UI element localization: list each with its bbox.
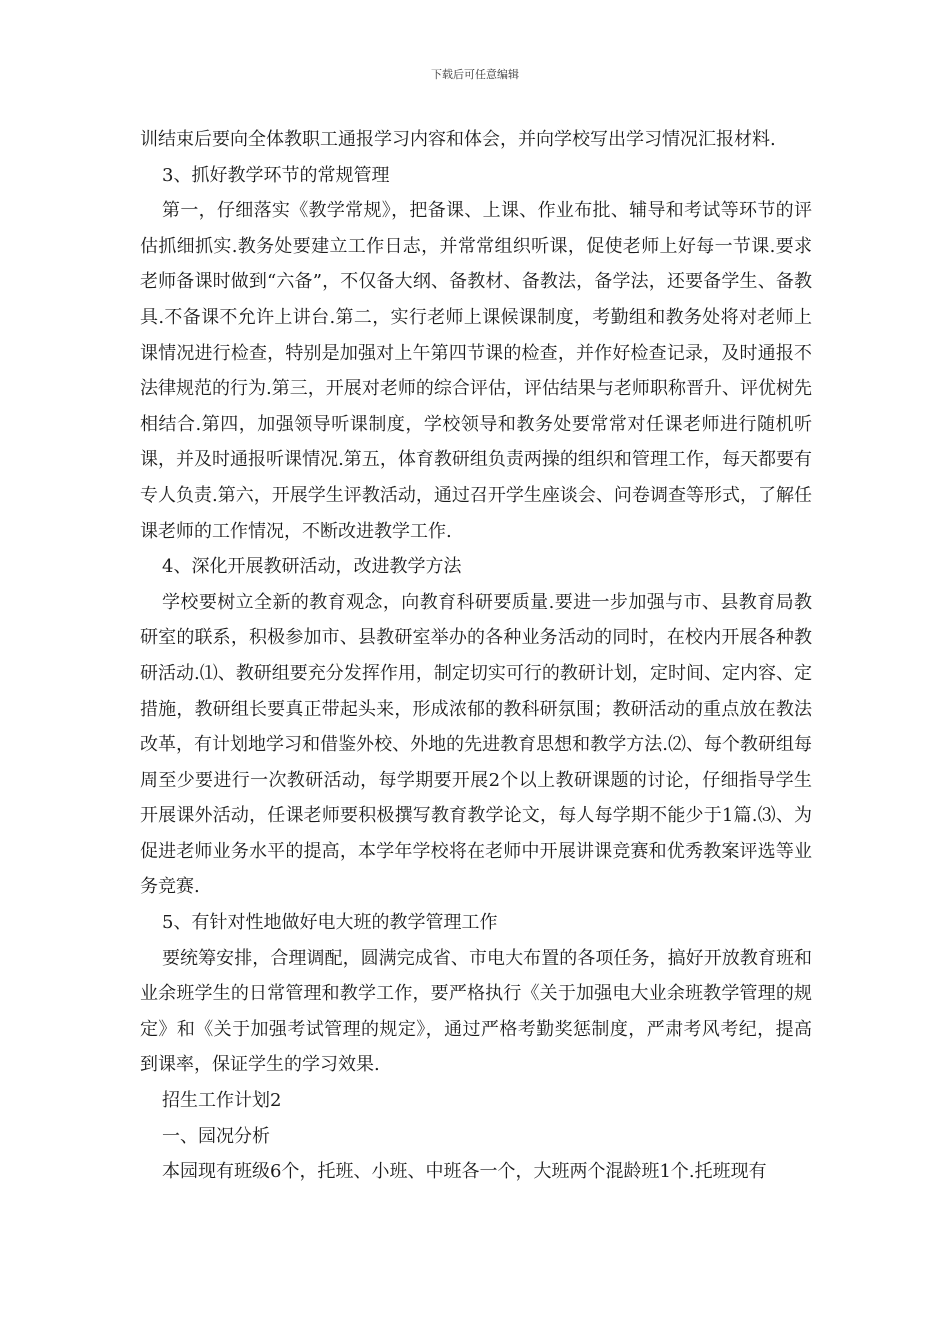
section-heading-5: 5、有针对性地做好电大班的教学管理工作: [162, 912, 498, 934]
paragraph-research-activities: 学校要树立全新的教育观念，向教育科研要质量.要进一步加强与市、县教育局教研室的联系，积极参加市、县教研室举办的各种业务活动的同时，在校内开展各种教研活动.⑴、教研组要充分发挥作用，制定切实可行的教研计划，定时间、定内容、定措施，教研组长要真正带起头来，形成浓郁的教科研氛围；教研活动的重点放在教法改革，有计划地学习和借鉴外校、外地的先进教育思想和教学方法.⑵、每个教研组每周至少要进行一次教研活动，每学期要开展2个以上教研课题的讨论，仔细指导学生开展课外活动，任课老师要积极撰写教育教学论文，每人每学期不能少于1篇.⑶、为促进老师业务水平的提高，本学年学校将在老师中开展讲课竞赛和优秀教案评选等业务竞赛.: [140, 591, 812, 898]
paragraph-teaching-routine: 第一，仔细落实《教学常规》，把备课、上课、作业布批、辅导和考试等环节的评估抓细抓实.教务处要建立工作日志，并常常组织听课，促使老师上好每一节课.要求老师备课时做到“六备”，不仅备大纲、备教材、备教法，备学法，还要备学生、备教具.不备课不允许上讲台.第二，实行老师上课候课制度，考勤组和教务处将对老师上课情况进行检查，特别是加强对上午第四节课的检查，并作好检查记录，及时通报不法律规范的行为.第三，开展对老师的综合评估，评估结果与老师职称晋升、评优树先相结合.第四，加强领导听课制度，学校领导和教务处要常常对任课老师进行随机听课，并及时通报听课情况.第五，体育教研组负责两操的组织和管理工作，每天都要有专人负责.第六，开展学生评教活动，通过召开学生座谈会、问卷调查等形式，了解任课老师的工作情况，不断改进教学工作.: [140, 200, 812, 542]
paragraph-continuation: 训结束后要向全体教职工通报学习内容和体会，并向学校写出学习情况汇报材料.: [140, 129, 776, 150]
document-body: [140, 122, 812, 1190]
section-heading-4: 4、深化开展教研活动，改进教学方法: [162, 556, 462, 578]
paragraph-tv-university: 要统筹安排，合理调配，圆满完成省、市电大布置的各项任务，搞好开放教育班和业余班学生的日常管理和教学工作，要严格执行《关于加强电大业余班教学管理的规定》和《关于加强考试管理的规定》，通过严格考勤奖惩制度，严肃考风考纪，提高到课率，保证学生的学习效果.: [140, 947, 812, 1076]
section-heading-1: 一、园况分析: [162, 1125, 270, 1147]
paragraph-kindergarten-overview: 本园现有班级6个，托班、小班、中班各一个，大班两个混龄班1个.托班现有: [162, 1161, 767, 1183]
plan-title: 招生工作计划2: [162, 1090, 282, 1112]
section-heading-3: 3、抓好教学环节的常规管理: [162, 164, 390, 186]
page-header-note: 下载后可任意编辑: [431, 68, 519, 81]
